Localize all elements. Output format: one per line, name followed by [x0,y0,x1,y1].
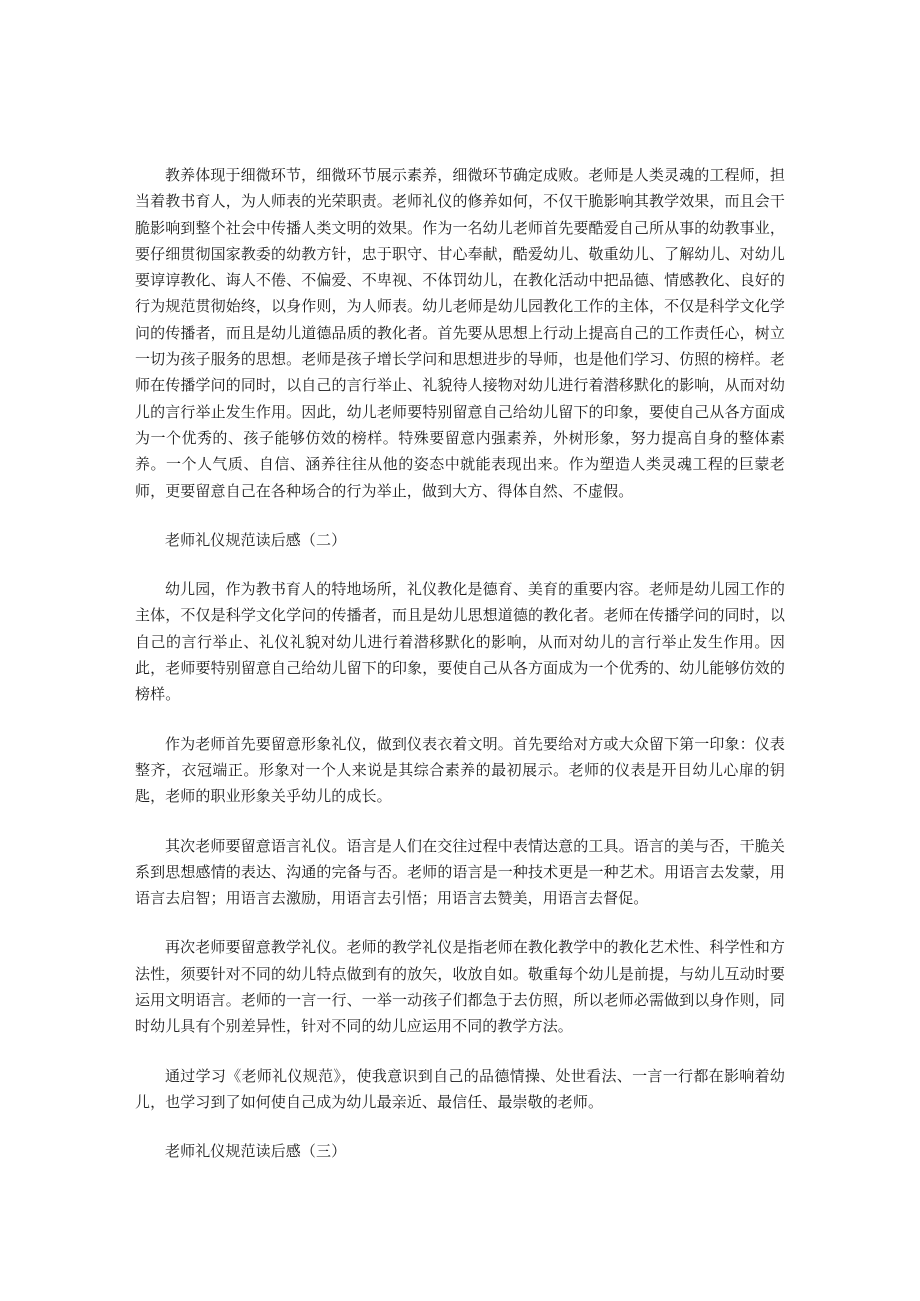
paragraph-gap [135,1115,785,1138]
paragraph-gap [135,810,785,833]
paragraph-language-etiquette: 其次老师要留意语言礼仪。语言是人们在交往过程中表情达意的工具。语言的美与否，干脆关系到思想感情的表达、沟通的完备与否。老师的语言是一种技术更是一种艺术。用语言去发蒙，用语言去启智；用语言去激励，用语言去引悟；用语言去赞美，用语言去督促。 [135,836,785,908]
paragraph-image-etiquette: 作为老师首先要留意形象礼仪，做到仪表衣着文明。首先要给对方或大众留下第一印象：仪表整齐，衣冠端正。形象对一个人来说是其综合素养的最初展示。老师的仪表是开目幼儿心扉的钥匙，老师的职业形象关乎幼儿的成长。 [135,734,785,806]
paragraph-intro: 教养体现于细微环节，细微环节展示素养，细微环节确定成败。老师是人类灵魂的工程师，担当着教书育人，为人师表的光荣职责。老师礼仪的修养如何，不仅干脆影响其教学效果，而且会干脆影响到整个社会中传播人类文明的效果。作为一名幼儿老师首先要酷爱自己所从事的幼教事业，要仔细贯彻国家教委的幼教方针，忠于职守、甘心奉献，酷爱幼儿、敬重幼儿、了解幼儿、对幼儿要谆谆教化、诲人不倦、不偏爱、不卑视、不体罚幼儿，在教化活动中把品德、情感教化、良好的行为规范贯彻始终，以身作则，为人师表。幼儿老师是幼儿园教化工作的主体，不仅是科学文化学问的传播者，而且是幼儿道德品质的教化者。首先要从思想上行动上提高自己的工作责任心，树立一切为孩子服务的思想。老师是孩子增长学问和思想进步的导师，也是他们学习、仿照的榜样。老师在传播学问的同时，以自己的言行举止、礼貌待人接物对幼儿进行着潜移默化的影响，从而对幼儿的言行举止发生作用。因此，幼儿老师要特别留意自己给幼儿留下的印象，要使自己从各方面成为一个优秀的、孩子能够仿效的榜样。特殊要留意内强素养，外树形象，努力提高自身的整体素养。一个人气质、自信、涵养往往从他的姿态中就能表现出来。作为塑造人类灵魂工程的巨蒙老师，更要留意自己在各种场合的行为举止，做到大方、得体自然、不虚假。 [135,166,785,500]
paragraph-conclusion: 通过学习《老师礼仪规范》，使我意识到自己的品德情操、处世看法、一言一行都在影响着幼儿，也学习到了如何使自己成为幼儿最亲近、最信任、最崇敬的老师。 [135,1066,785,1111]
paragraph-gap [135,1040,785,1063]
paragraph-gap [135,504,785,527]
section-heading-3: 老师礼仪规范读后感（三） [165,1142,347,1161]
section-heading-2: 老师礼仪规范读后感（二） [165,530,347,549]
document-page [135,162,785,1165]
paragraph-kindergarten: 幼儿园，作为教书育人的特地场所，礼仪教化是德育、美育的重要内容。老师是幼儿园工作的主体，不仅是科学文化学问的传播者，而且是幼儿思想道德的教化者。老师在传播学问的同时，以自己的言行举止、礼仪礼貌对幼儿进行着潜移默化的影响，从而对幼儿的言行举止发生作用。因此，老师要特别留意自己给幼儿留下的印象，要使自己从各方面成为一个优秀的、幼儿能够仿效的榜样。 [135,580,785,704]
paragraph-gap [135,708,785,731]
paragraph-gap [135,553,785,576]
paragraph-gap [135,911,785,934]
paragraph-teaching-etiquette: 再次老师要留意教学礼仪。老师的教学礼仪是指老师在教化教学中的教化艺术性、科学性和方法性，须要针对不同的幼儿特点做到有的放矢，收放自如。敬重每个幼儿是前提，与幼儿互动时要运用文明语言。老师的一言一行、一举一动孩子们都急于去仿照，所以老师必需做到以身作则，同时幼儿具有个别差异性，针对不同的幼儿应运用不同的教学方法。 [135,938,785,1036]
